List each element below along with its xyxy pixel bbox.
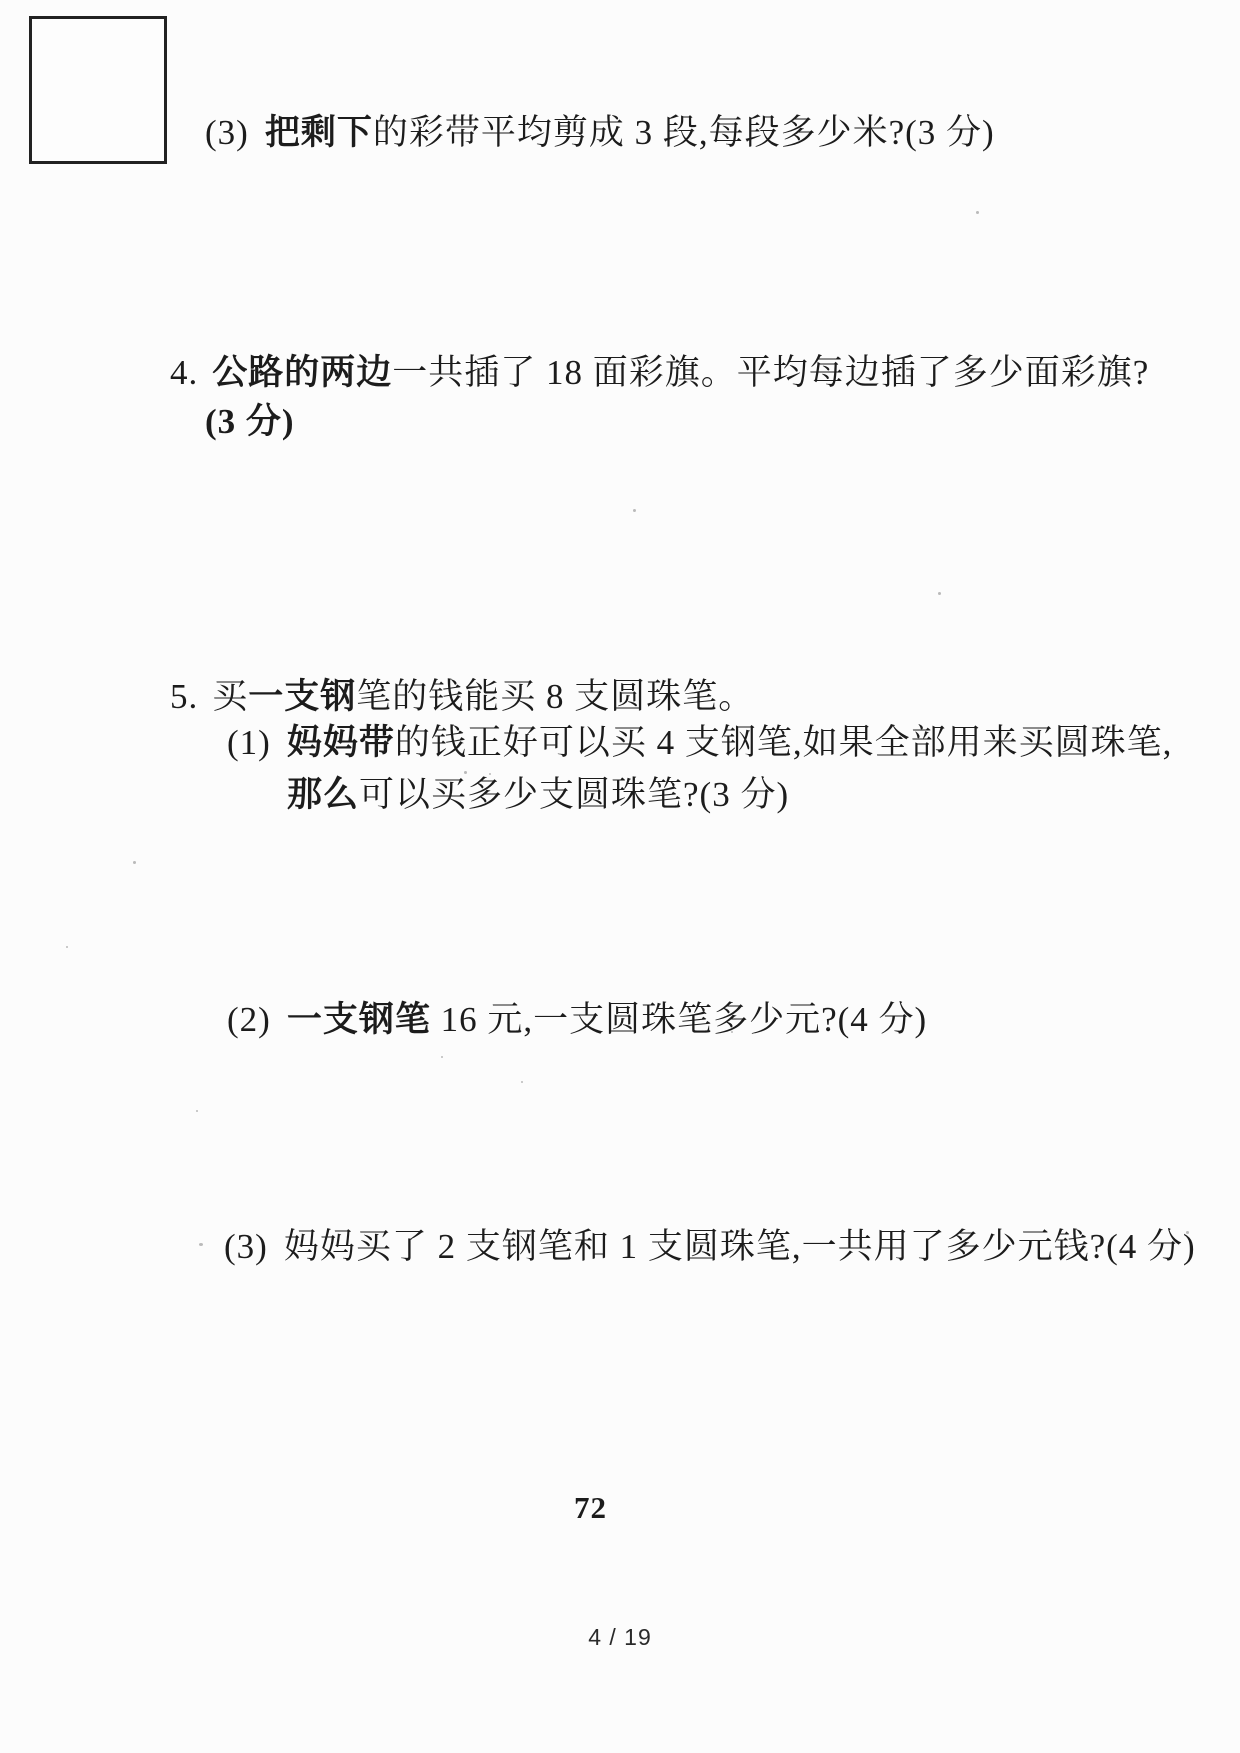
sub-question-marker: (3) bbox=[224, 1227, 268, 1266]
pdf-page-indicator: 4 / 19 bbox=[588, 1624, 652, 1650]
points-label: (3 分) bbox=[205, 402, 295, 441]
question-text: 一共插了 18 面彩旗。平均每边插了多少面彩旗? bbox=[392, 353, 1150, 392]
question-5-sub3 bbox=[224, 1226, 1196, 1268]
question-number: 5. bbox=[170, 677, 199, 716]
question-text-bold: 妈妈带 bbox=[286, 723, 395, 762]
question-text-bold: 一支钢笔 bbox=[286, 1000, 431, 1039]
scan-noise-dot bbox=[828, 1027, 830, 1029]
scan-noise-dot bbox=[196, 1110, 198, 1112]
question-5-sub2 bbox=[227, 999, 927, 1041]
question-text: 16 元,一支圆珠笔多少元?(4 分) bbox=[430, 1000, 928, 1039]
question-text: 妈妈买了 2 支钢笔和 1 支圆珠笔,一共用了多少元钱?(4 分) bbox=[283, 1227, 1196, 1266]
question-5-stem bbox=[170, 676, 754, 718]
question-text: 笔的钱能买 8 支圆珠笔。 bbox=[356, 677, 755, 716]
scan-noise-dot bbox=[66, 946, 68, 948]
question-text-bold: 一支钢 bbox=[248, 677, 357, 716]
book-page-number: 72 bbox=[574, 1490, 607, 1525]
question-5-sub1-line2 bbox=[287, 774, 789, 816]
question-text-bold: 把剩下 bbox=[264, 113, 373, 152]
question-text-bold: 公路的两边 bbox=[212, 353, 393, 392]
scan-noise-dot bbox=[1186, 1231, 1189, 1234]
question-text: 的钱正好可以买 4 支钢笔,如果全部用来买圆珠笔, bbox=[394, 723, 1173, 762]
scan-noise-dot bbox=[133, 861, 136, 864]
sub-question-marker: (2) bbox=[227, 1000, 271, 1039]
question-number: 4. bbox=[170, 353, 199, 392]
sub-question-marker: (1) bbox=[227, 723, 271, 762]
scan-noise-dot bbox=[938, 592, 941, 595]
question-text: 的彩带平均剪成 3 段,每段多少米?(3 分) bbox=[372, 113, 995, 152]
question-text: 可以买多少支圆珠笔?(3 分) bbox=[359, 775, 790, 814]
scan-noise-dot bbox=[464, 771, 467, 774]
question-5-sub1-line1 bbox=[227, 722, 1172, 764]
question-text: 买 bbox=[212, 677, 249, 716]
scan-noise-dot bbox=[633, 509, 636, 512]
scan-noise-dot bbox=[976, 211, 979, 214]
scan-noise-dot bbox=[441, 1056, 443, 1058]
scan-noise-dot bbox=[521, 1081, 523, 1083]
question-text-bold: 那么 bbox=[287, 775, 360, 814]
scan-noise-dot bbox=[199, 1243, 203, 1246]
question-4-line1 bbox=[170, 352, 1149, 394]
scan-noise-dot bbox=[731, 1031, 733, 1033]
sub-question-marker: (3) bbox=[205, 113, 249, 152]
scan-noise-dot bbox=[489, 773, 491, 775]
blank-answer-box bbox=[29, 16, 167, 164]
question-4-line2 bbox=[205, 401, 295, 443]
question-3-continued bbox=[205, 112, 995, 154]
